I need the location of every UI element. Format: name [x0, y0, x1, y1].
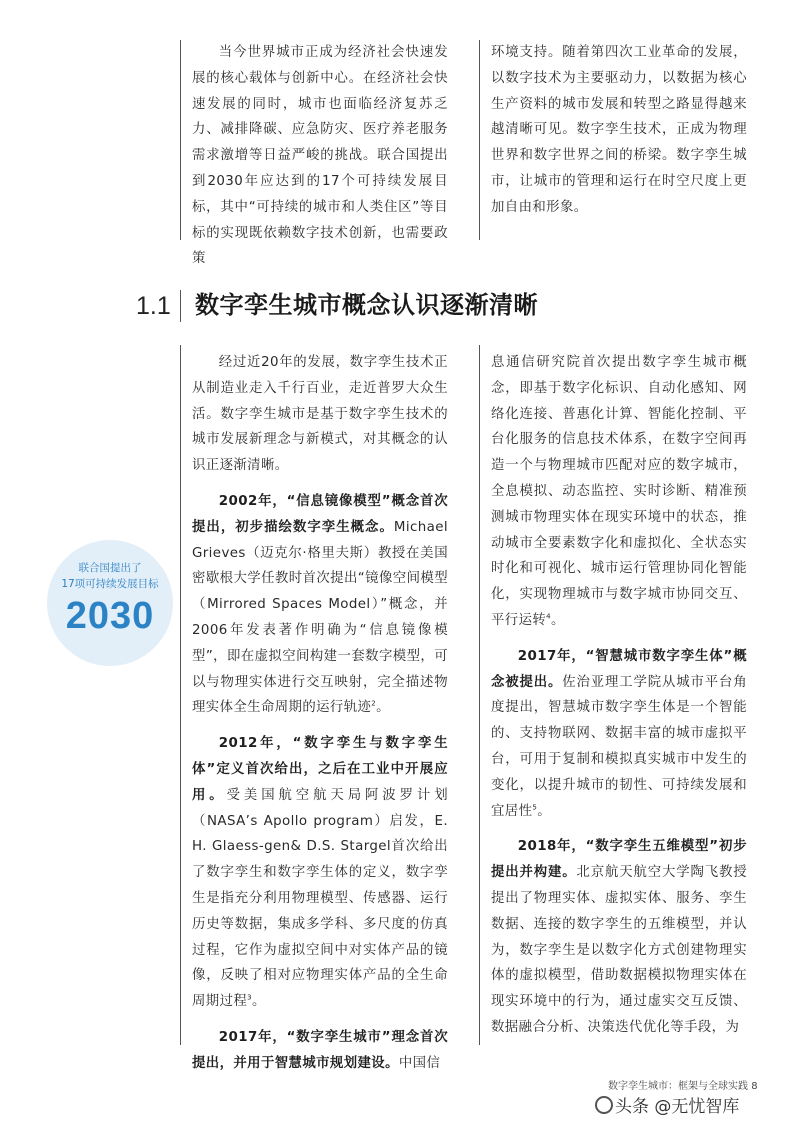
paragraph-caict: 息通信研究院首次提出数字孪生城市概念，即基于数字化标识、自动化感知、网络化连接、普惠化计算、智能化控制、平台化服务的信息技术体系，在数字空间再造一个与物理城市匹配对应的数字城市，全息模拟、动态监控、实时诊断、精准预测城市物理实体在现实环境中的状态，推动城市全要素数字化和虚拟化、全状态实时化和可视化、城市运行管理协同化智能化，实现物理城市与数字城市协同交互、平行运转$^4$。: [491, 355, 747, 628]
milestone-2018-text: 北京航天航空大学陶飞教授提出了物理实体、虚拟实体、服务、孪生数据、连接的数字孪生的五维模型，并认为，数字孪生是以数字化方式创建物理实体的虚拟模型，借助数据模拟物理实体在现实环境中的行为，通过虚实交互反馈、数据融合分析、决策迭代优化等手段，为: [491, 865, 747, 1035]
intro-left-column: [192, 40, 448, 272]
body-right-column: [491, 350, 747, 1041]
milestone-2002-text: Michael Grieves（迈克尔·格里夫斯）教授在美国密歇根大学任教时首次提出“镜像空间模型（Mirrored Spaces Model）”概念，并2006年发表著作明确为“信息镜像模型”，即在虚拟空间构建一套数字模型，可以与物理实体进行交互映射，完全描述物理实体全生命周期的运行轨迹: [192, 519, 448, 716]
paragraph-2017-b: 2017年，“智慧城市数字孪生体”概念被提出。佐治亚理工学院从城市平台角度提出，智慧城市数字孪生体是一个智能的、支持物联网、数据丰富的城市虚拟平台，可用于复制和模拟真实城市中发生的变化，以提升城市的韧性、可持续发展和宜居性$^5$。: [491, 648, 748, 819]
milestone-2002-heading: 2002年，“信息镜像模型”概念首次提出，初步描绘数字孪生概念。: [192, 493, 448, 535]
milestone-2017b-heading: 2017年，“智慧城市数字孪生体”概念被提出。: [491, 648, 747, 690]
section-title: 数字孪生城市概念认识逐渐清晰: [195, 291, 538, 319]
body-left-column: [192, 350, 448, 1077]
paragraph-2017-a: [192, 1025, 448, 1077]
left-column-rule: [180, 40, 181, 240]
footnote-ref-5: 5: [532, 803, 538, 812]
badge-line-1: 联合国提出了: [78, 562, 142, 574]
page-footer: [608, 1077, 758, 1092]
watermark-logo-icon: [595, 1096, 613, 1114]
milestone-2012-heading: 2012年，“数字孪生与数字孪生体”定义首次给出，之后在工业中开展应用。: [192, 736, 448, 803]
section-rule: [180, 290, 181, 322]
watermark: [595, 1092, 739, 1117]
paragraph-2012: 2012年，“数字孪生与数字孪生体”定义首次给出，之后在工业中开展应用。受美国航空航天局阿波罗计划（NASA’s Apollo program）启发，E. H. Glaess-gen& D.S. Stargel首次给出了数字孪生和数字孪生体的定义，数字孪生是指充分利用物理模型、传感器、运行历史等数据，集成多学科、多尺度的仿真过程，它作为虚拟空间中对实体产品的镜像，反映了相对应物理实体产品的全生命周期过程$^3$。: [192, 736, 448, 1010]
footnote-ref-4: 4: [546, 612, 552, 621]
sdg-badge: [47, 540, 173, 666]
footer-title: 数字孪生城市：框架与全球实践: [608, 1081, 748, 1092]
caict-text: 息通信研究院首次提出数字孪生城市概念，即基于数字化标识、自动化感知、网络化连接、普惠化计算、智能化控制、平台化服务的信息技术体系，在数字空间再造一个与物理城市匹配对应的数字城市，全息模拟、动态监控、实时诊断、精准预测城市物理实体在现实环境中的状态，推动城市全要素数字化和虚拟化、全状态实时化和可视化、城市运行管理协同化智能化，实现物理城市与数字城市协同交互、平行运转: [491, 355, 747, 628]
footnote-ref-2: 2: [371, 699, 377, 708]
page-number: 8: [751, 1081, 758, 1092]
badge-number: 2030: [65, 595, 155, 637]
right-column-rule: [479, 40, 480, 240]
paragraph-intro: 经过近20年的发展，数字孪生技术正从制造业走入千行百业，走近普罗大众生活。数字孪生城市是基于数字孪生技术的城市发展新理念与新模式，对其概念的认识正逐渐清晰。: [192, 355, 448, 474]
milestone-2012-text: 受美国航空航天局阿波罗计划（NASA’s Apollo program）启发，E. H. Glaess-gen& D.S. Stargel首次给出了数字孪生和数字孪生体的定义，数字孪生是指充分利用物理模型、传感器、运行历史等数据，集成多学科、多尺度的仿真过程，它作为虚拟空间中对实体产品的镜像，反映了相对应物理实体产品的全生命周期过程: [192, 787, 448, 1010]
intro-right-paragraph: 环境支持。随着第四次工业革命的发展，以数字技术为主要驱动力，以数据为核心生产资料的城市发展和转型之路显得越来越清晰可见。数字孪生技术，正成为物理世界和数字世界之间的桥梁。数字孪生城市，让城市的管理和运行在时空尺度上更加自由和形象。: [491, 45, 747, 215]
left-column-rule-2: [180, 345, 181, 1045]
paragraph-2018: [491, 834, 747, 1040]
watermark-text: 头条 @无忧智库: [615, 1097, 740, 1117]
badge-line-2: 17项可持续发展目标: [61, 578, 159, 590]
milestone-2017b-text: 佐治亚理工学院从城市平台角度提出，智慧城市数字孪生体是一个智能的、支持物联网、数据丰富的城市虚拟平台，可用于复制和模拟真实城市中发生的变化，以提升城市的韧性、可持续发展和宜居性: [491, 674, 748, 819]
milestone-2018-heading: 2018年，“数字孪生五维模型”初步提出并构建。: [491, 839, 747, 881]
milestone-2017a-text: 中国信: [398, 1055, 441, 1071]
milestone-2017a-heading: 2017年，“数字孪生城市”理念首次提出，并用于智慧城市规划建设。: [192, 1029, 448, 1071]
intro-left-paragraph: 当今世界城市正成为经济社会快速发展的核心载体与创新中心。在经济社会快速发展的同时，城市也面临经济复苏乏力、减排降碳、应急防灾、医疗养老服务需求激增等日益严峻的挑战。联合国提出到2030年应达到的17个可持续发展目标，其中“可持续的城市和人类住区”等目标的实现既依赖数字技术创新，也需要政策: [192, 45, 448, 267]
footnote-ref-3: 3: [247, 993, 253, 1002]
paragraph-2002: 2002年，“信息镜像模型”概念首次提出，初步描绘数字孪生概念。Michael Grieves（迈克尔·格里夫斯）教授在美国密歇根大学任教时首次提出“镜像空间模型（Mirrored Spaces Model）”概念，并2006年发表著作明确为“信息镜像模型”，即在虚拟空间构建一套数字模型，可以与物理实体进行交互映射，完全描述物理实体全生命周期的运行轨迹$^2$。: [192, 493, 448, 716]
right-column-rule-2: [479, 345, 480, 1045]
section-number: 1.1: [136, 292, 171, 320]
intro-right-column: [491, 40, 747, 221]
